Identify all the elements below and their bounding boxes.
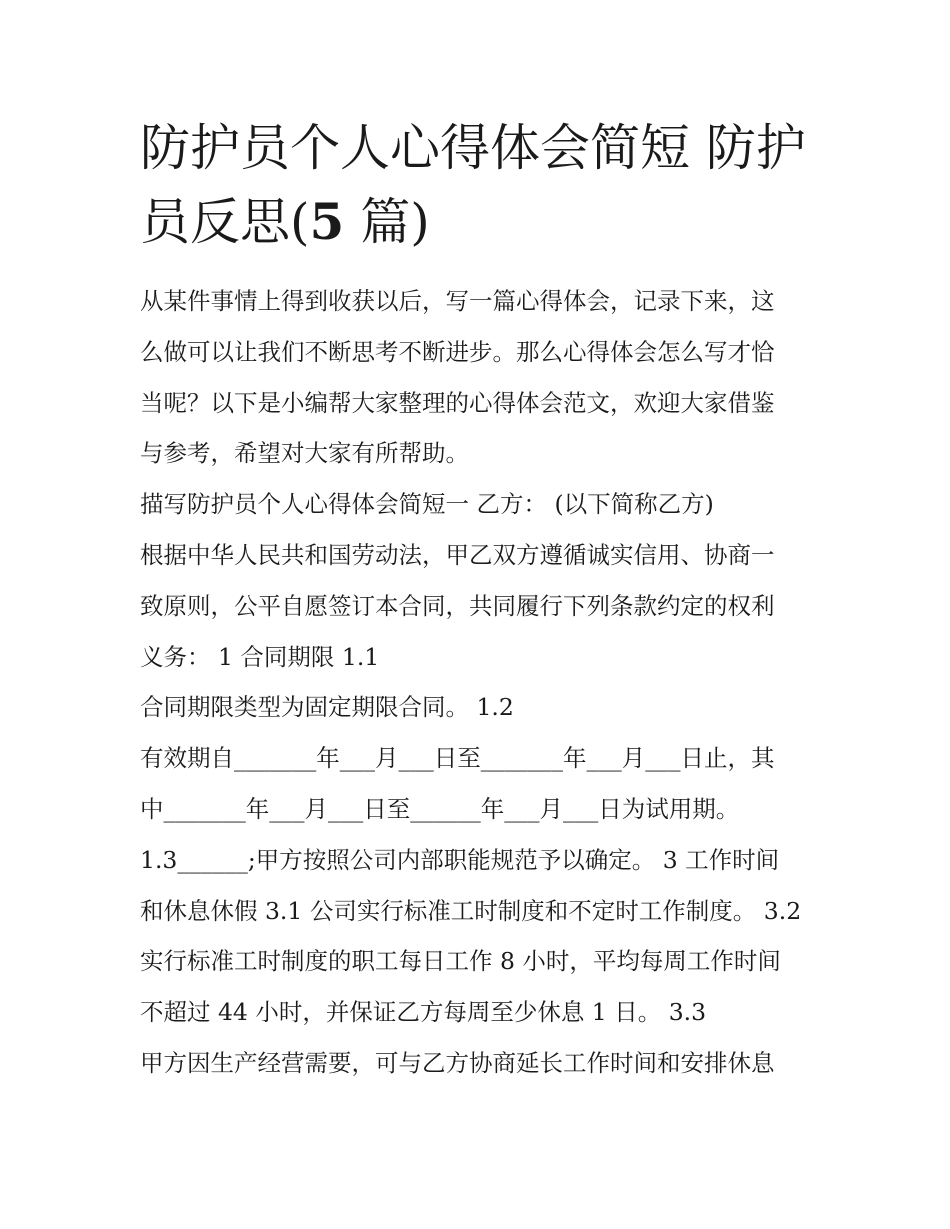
body-line: 致原则，公平自愿签订本合同，共同履行下列条款约定的权利 [140, 591, 775, 620]
body-line: 从某件事情上得到收获以后，写一篇心得体会，记录下来，这 [140, 287, 775, 315]
body-line: 合同期限类型为固定期限合同。 1.2 [140, 693, 514, 722]
body-line: 根据中华人民共和国劳动法，甲乙双方遵循诚实信用、协商一 [140, 540, 775, 569]
title-line-2b: 篇) [344, 193, 430, 251]
title-line-2a: 员反思( [140, 193, 310, 251]
body-line: 当呢？以下是小编帮大家整理的心得体会范文，欢迎大家借鉴 [140, 388, 775, 417]
body-line: 甲方因生产经营需要，可与乙方协商延长工作时间和安排休息 [140, 1048, 775, 1077]
body-line: 义务： 1 合同期限 1.1 [140, 642, 380, 671]
body-line: 么做可以让我们不断思考不断进步。那么心得体会怎么写才恰 [140, 337, 775, 366]
title-number: 5 [309, 192, 345, 251]
body-line: 不超过 44 小时，并保证乙方每周至少休息 1 日。 3.3 [140, 998, 707, 1027]
body-line: 1.3______;甲方按照公司内部职能规范予以确定。 3 工作时间 [140, 845, 780, 874]
body-line: 描写防护员个人心得体会简短一 乙方： (以下简称乙方) [140, 490, 714, 519]
body-line: 与参考，希望对大家有所帮助。 [140, 439, 469, 468]
body-line: 和休息休假 3.1 公司实行标准工时制度和不定时工作制度。 3.2 [140, 896, 802, 925]
document-body [140, 276, 830, 1089]
body-line: 有效期自_______年___月___日至_______年___月___日止，其 [140, 744, 775, 773]
body-line: 中_______年___月___日至______年___月___日为试用期。 [140, 794, 740, 823]
body-line: 实行标准工时制度的职工每日工作 8 小时，平均每周工作时间 [140, 947, 781, 976]
document-title [140, 112, 830, 259]
title-line-1: 防护员个人心得体会简短 防护 [140, 119, 806, 177]
